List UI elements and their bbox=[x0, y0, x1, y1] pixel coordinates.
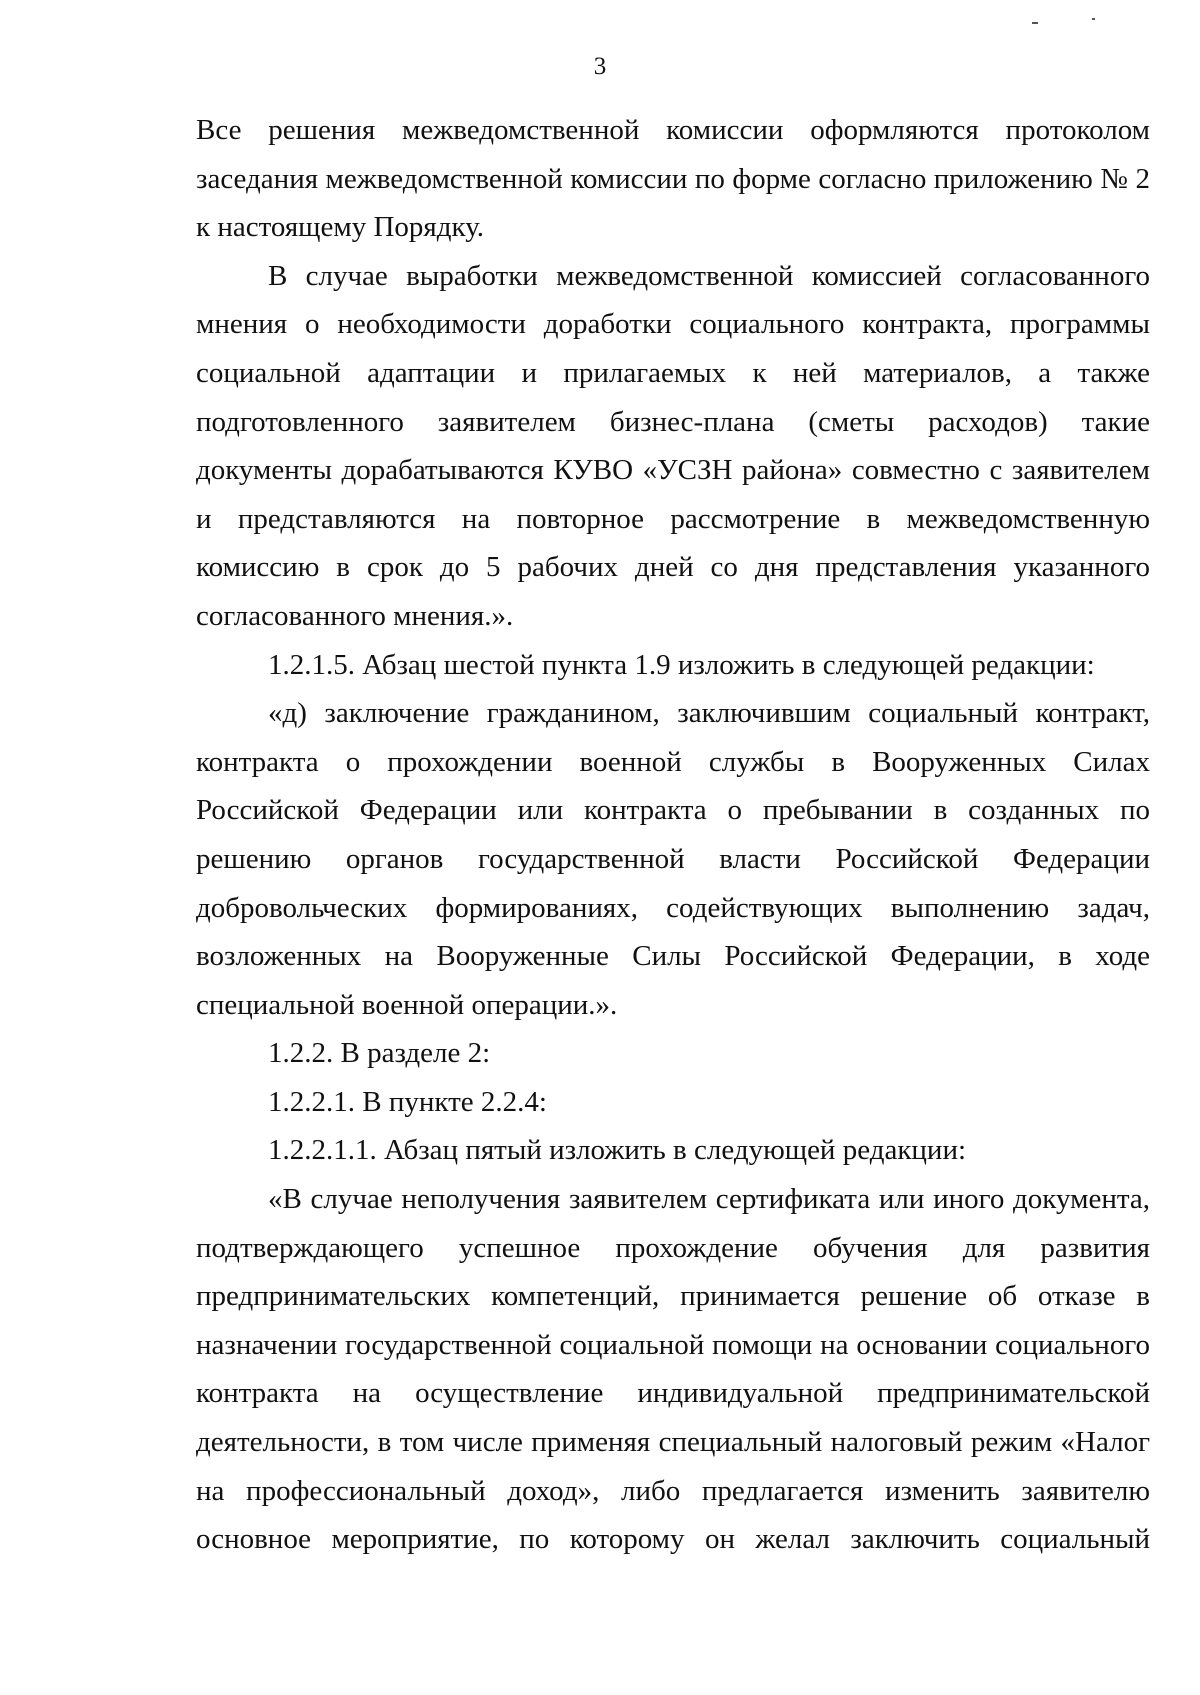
paragraph-clause-d: «д) заключение гражданином, заключившим социальный контракт, контракта о прохождении военной службы в Вооруженных Силах Российской Федерации или контракта о пребывании в созданных по решению органов государственной власти Российской Федерации добровольческих формированиях, содействующих выполнению задач, возложенных на Вооруженные Силы Российской Федерации, в ходе специальной военной операции.». bbox=[196, 697, 1150, 1021]
paragraph-certificate: «В случае неполучения заявителем сертификата или иного документа, подтверждающего успешное прохождение обучения для развития предпринимательских компетенций, принимается решение об отказе в назначении государственной социальной помощи на основании социального контракта на осуществление индивидуальной предпринимательской деятельности, в том числе применяя специальный налоговый режим «Налог на профессиональный доход», либо предлагается изменить заявителю основное мероприятие, по которому он желал заключить социальный bbox=[196, 1183, 1150, 1556]
page-number: 3 bbox=[593, 53, 607, 80]
scan-artifact-mark bbox=[1092, 18, 1095, 20]
paragraph-revision: В случае выработки межведомственной комиссией согласованного мнения о необходимости доработки социального контракта, программы социальной адаптации и прилагаемых к ней материалов, а также подготовленного заявителем бизнес-плана (сметы расходов) такие документы дорабатываются КУВО «УСЗН района» совместно с заявителем и представляются на повторное рассмотрение в межведомственную комиссию в срок до 5 рабочих дней со дня представления указанного согласованного мнения.». bbox=[196, 259, 1150, 632]
paragraph-protocol: Все решения межведомственной комиссии оформляются протоколом заседания межведомственной комиссии по форме согласно приложению № 2 к настоящему Порядку. bbox=[196, 114, 1150, 244]
document-body bbox=[196, 106, 1150, 1564]
scan-artifact-mark bbox=[1032, 22, 1038, 24]
paragraph-clause-1-2-2-1-1: 1.2.2.1.1. Абзац пятый изложить в следующей редакции: bbox=[268, 1134, 967, 1167]
paragraph-clause-1-2-2: 1.2.2. В разделе 2: bbox=[268, 1037, 491, 1070]
paragraph-clause-1-2-1-5: 1.2.1.5. Абзац шестой пункта 1.9 изложить в следующей редакции: bbox=[268, 648, 1095, 681]
paragraph-clause-1-2-2-1: 1.2.2.1. В пункте 2.2.4: bbox=[268, 1085, 547, 1118]
